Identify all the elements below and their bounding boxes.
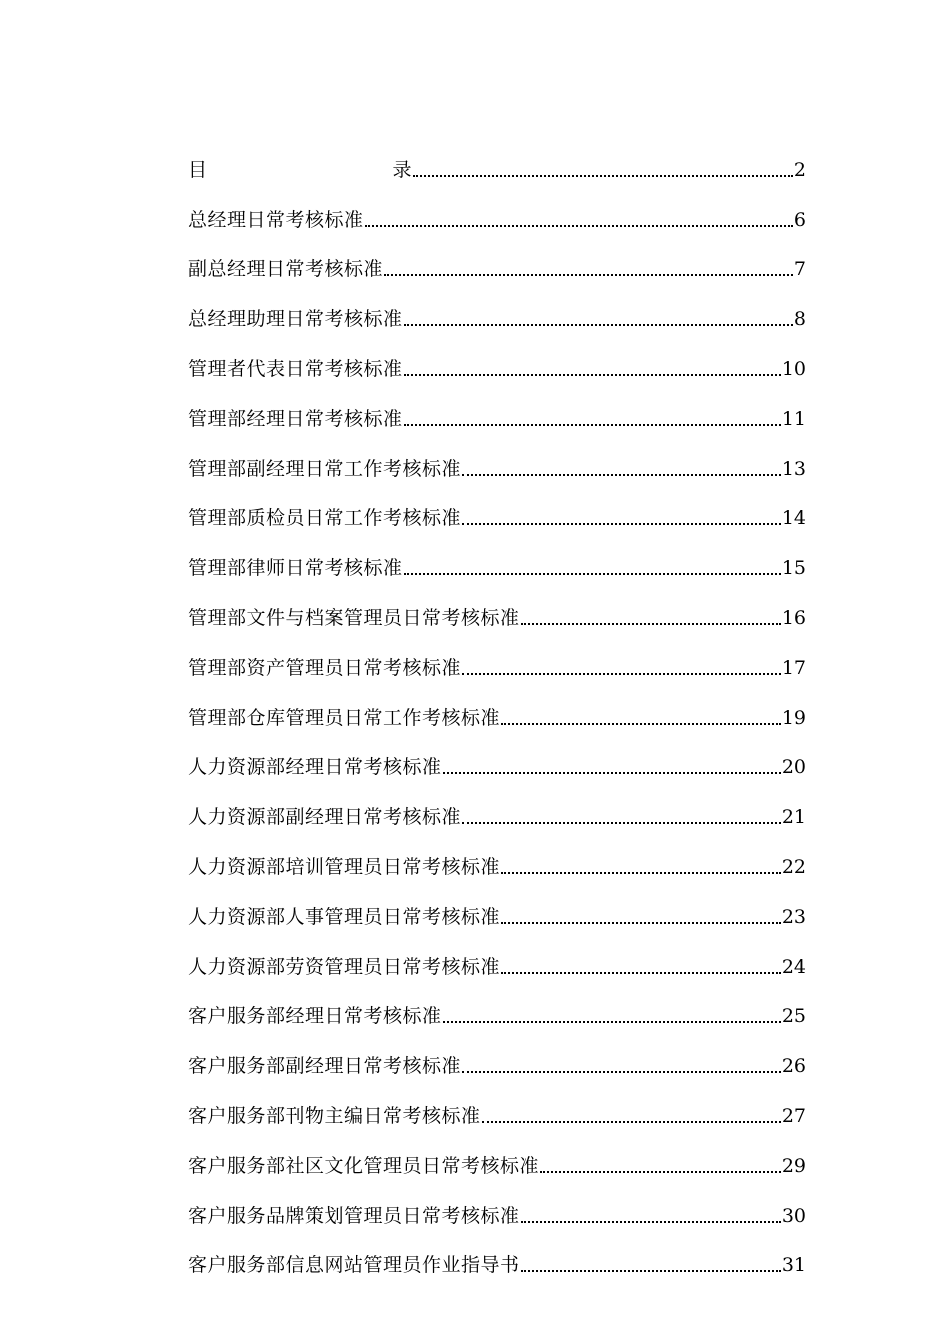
toc-page-number: 16 [781,607,806,630]
toc-page-number: 15 [781,557,806,580]
toc-page-number: 31 [781,1254,806,1277]
toc-entry-title: 管理部资产管理员日常考核标准 [188,656,462,679]
toc-entry-title: 客户服务部刊物主编日常考核标准 [188,1105,481,1128]
toc-leader-dots [404,556,781,580]
toc-page-number: 27 [781,1105,806,1128]
toc-entry-title: 人力资源部劳资管理员日常考核标准 [188,955,501,978]
toc-leader-dots [501,706,781,730]
toc-leader-dots [501,955,781,979]
toc-entry[interactable] [188,743,806,793]
toc-entry[interactable] [188,792,806,842]
toc-entry-title: 人力资源部副经理日常考核标准 [188,806,462,829]
toc-page-number: 11 [781,407,806,430]
toc-page-number: 21 [781,806,806,829]
toc-entry[interactable] [188,444,806,494]
toc-page-number: 17 [781,656,806,679]
toc-entry-title: 管理部律师日常考核标准 [188,557,403,580]
toc-entry-title: 人力资源部培训管理员日常考核标准 [188,856,501,879]
toc-entry[interactable] [188,1191,806,1241]
toc-leader-dots [521,606,781,630]
toc-entry-title: 总经理日常考核标准 [188,208,364,231]
toc-entry[interactable] [188,394,806,444]
toc-entry-title: 管理部文件与档案管理员日常考核标准 [188,607,520,630]
toc-heading-char-2: 录 [392,158,412,181]
toc-entry[interactable] [188,643,806,693]
toc-page-number: 30 [781,1204,806,1227]
toc-heading-title [188,158,412,182]
toc-entry[interactable] [188,892,806,942]
toc-entry-title: 总经理助理日常考核标准 [188,308,403,331]
toc-entry-title: 管理部经理日常考核标准 [188,407,403,430]
toc-entry-title: 管理部仓库管理员日常工作考核标准 [188,706,501,729]
toc-leader-dots [540,1154,781,1178]
toc-page-number: 25 [781,1005,806,1028]
toc-heading-char-1: 目 [188,158,208,181]
toc-entry-title: 客户服务品牌策划管理员日常考核标准 [188,1204,520,1227]
toc-page-number: 14 [781,507,806,530]
toc-leader-dots [521,1253,781,1277]
toc-page-number: 24 [781,955,806,978]
toc-entry-title: 客户服务部副经理日常考核标准 [188,1055,462,1078]
toc-page-number: 26 [781,1055,806,1078]
toc-page-number: 13 [781,457,806,480]
toc-entry[interactable] [188,1041,806,1091]
toc-page-number: 7 [793,258,806,281]
toc-entry[interactable] [188,494,806,544]
toc-entry[interactable] [188,842,806,892]
toc-leader-dots [384,257,793,281]
toc-entry[interactable] [188,992,806,1042]
toc-entry[interactable] [188,1241,806,1291]
toc-entry-title: 人力资源部人事管理员日常考核标准 [188,905,501,928]
toc-entry[interactable] [188,344,806,394]
toc-entry[interactable] [188,245,806,295]
toc-entry[interactable] [188,942,806,992]
toc-entry-title: 客户服务部信息网站管理员作业指导书 [188,1254,520,1277]
toc-entry-title: 副总经理日常考核标准 [188,258,384,281]
table-of-contents [188,145,806,1290]
toc-leader-dots [404,307,793,331]
toc-entry-title: 客户服务部社区文化管理员日常考核标准 [188,1154,540,1177]
toc-entry[interactable] [188,195,806,245]
toc-leader-dots [462,506,781,530]
toc-leader-dots [462,1054,781,1078]
toc-page-number: 22 [781,856,806,879]
toc-page-number: 29 [781,1154,806,1177]
toc-leader-dots [443,1004,781,1028]
toc-entry[interactable] [188,1141,806,1191]
toc-leader-dots [443,755,781,779]
toc-page-number: 10 [781,358,806,381]
toc-leader-dots [462,805,781,829]
toc-leader-dots [413,158,793,182]
toc-entry-title: 管理部副经理日常工作考核标准 [188,457,462,480]
toc-entry-title: 管理部质检员日常工作考核标准 [188,507,462,530]
toc-entry[interactable] [188,543,806,593]
toc-entry-heading[interactable] [188,145,806,195]
toc-entry[interactable] [188,294,806,344]
toc-leader-dots [501,855,781,879]
toc-page-number: 6 [793,208,806,231]
toc-leader-dots [501,905,781,929]
toc-entry[interactable] [188,593,806,643]
toc-leader-dots [521,1204,781,1228]
toc-leader-dots [462,457,781,481]
toc-leader-dots [365,208,793,232]
toc-page-number: 8 [793,308,806,331]
toc-page-number: 2 [793,158,806,181]
toc-page-number: 23 [781,905,806,928]
toc-leader-dots [404,407,781,431]
toc-leader-dots [462,656,781,680]
toc-entry[interactable] [188,693,806,743]
toc-entry-title: 人力资源部经理日常考核标准 [188,756,442,779]
toc-entry-title: 管理者代表日常考核标准 [188,358,403,381]
toc-leader-dots [404,357,781,381]
toc-page-number: 20 [781,756,806,779]
toc-entry[interactable] [188,1091,806,1141]
toc-leader-dots [482,1104,781,1128]
toc-entry-title: 客户服务部经理日常考核标准 [188,1005,442,1028]
toc-page-number: 19 [781,706,806,729]
